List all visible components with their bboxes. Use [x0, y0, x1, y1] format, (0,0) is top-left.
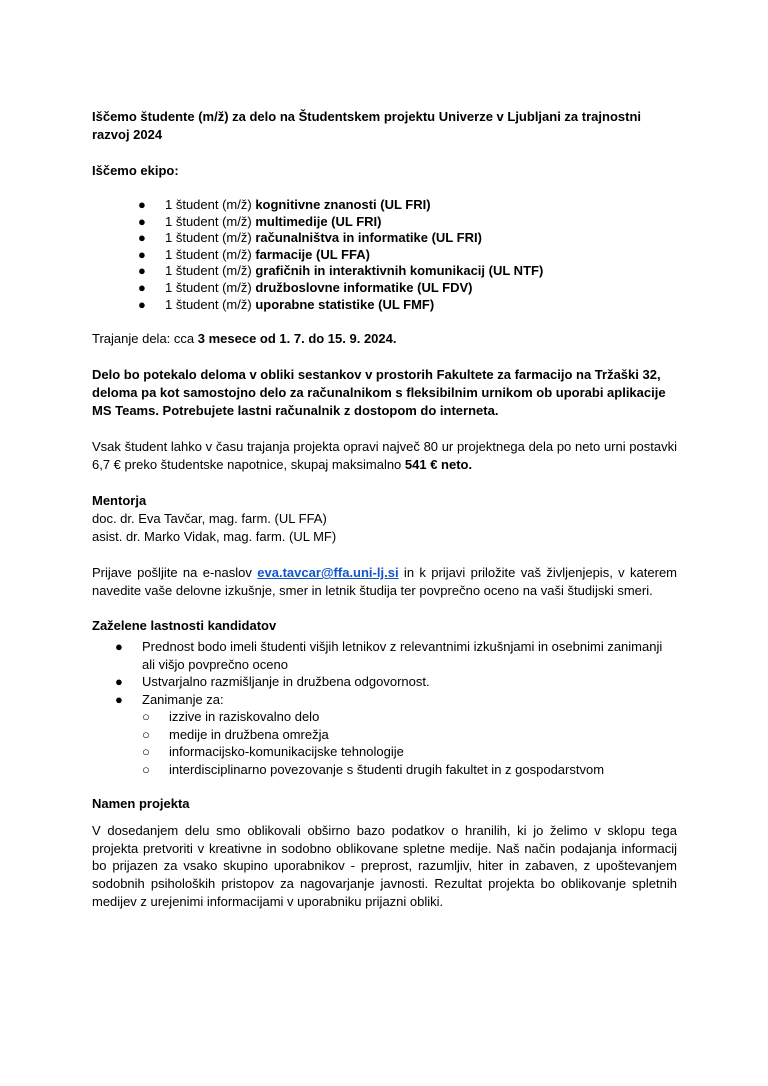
purpose-paragraph: V dosedanjem delu smo oblikovali obširno bazo podatkov o hranilih, ki jo želimo v sklopu tega projekta pretvoriti v kreativne in sodobno oblikovane spletne medije. Naš način podajanja informacij bo prijazen za vsako skupino uporabnikov - preprost, razumljiv, hiter in zabaven, z upoštevanjem sodobnih psiholoških pristopov za nagovarjanje javnosti. Rezultat projekta bo oblikovanje spletnih medijev z urejenimi informacijami v uporabniku prijazni obliki.: [92, 823, 677, 909]
list-item: [92, 230, 677, 247]
candidates-heading: Zažele​ne lastnosti kandidatov: [92, 618, 277, 634]
list-item: [92, 263, 677, 280]
candidate-item-text: Ustvarjalno razmišljanje in družbena odgovornost.: [142, 674, 430, 690]
application-paragraph: [92, 564, 677, 600]
list-item: [92, 247, 677, 264]
work-mode-paragraph: Delo bo potekalo deloma v obliki sestankov v prostorih Fakultete za farmacijo na Tržaški 32, deloma pa kot samostojno delo za računalnikom s fleksibilnim urnikom ob uporabi aplikacije MS Teams. Potrebujete lastni računalnik z dostopom do interneta.: [92, 367, 666, 419]
item-prefix: 1 študent (m/ž): [165, 296, 256, 312]
item-prefix: 1 študent (m/ž): [165, 279, 256, 295]
item-field: kognitivne znanosti (UL FRI): [255, 197, 431, 212]
circle-bullet-icon: ○: [142, 744, 150, 760]
interest-text: informacijsko-komunikacijske tehnologije: [169, 744, 404, 760]
team-list: [92, 197, 677, 313]
list-item: [142, 743, 677, 761]
document-page: [92, 108, 677, 910]
candidates-list: [92, 638, 677, 778]
mentors-section: [92, 492, 677, 546]
list-item: [92, 638, 677, 673]
payment-paragraph: [92, 438, 677, 474]
bullet-icon: ●: [138, 296, 146, 312]
interest-text: medije in družbena omrežja: [169, 726, 329, 742]
item-field: farmacije (UL FFA): [255, 246, 370, 262]
application-prefix: Prijave pošljite na e-naslov: [92, 565, 258, 581]
circle-bullet-icon: ○: [142, 726, 150, 742]
payment-amount: 541 € neto.: [404, 457, 473, 473]
list-item: [92, 197, 677, 214]
item-field: družboslovne informatike (UL FDV): [255, 279, 473, 295]
bullet-icon: ●: [138, 197, 146, 212]
list-item: [142, 761, 677, 779]
item-field: multimedije (UL FRI): [255, 213, 382, 229]
duration-value: 3 mesece od 1. 7. do 15. 9. 2024.: [197, 331, 397, 347]
item-field: uporabne statistike (UL FMF): [255, 296, 435, 312]
candidate-item-text: Prednost bodo imeli študenti višjih letnikov z relevantnimi izkušnjami in osebnimi zanimanji ali višjo povprečno oceno: [142, 639, 663, 672]
item-field: grafičnih in interaktivnih komunikacij (UL NTF): [255, 263, 544, 279]
mentor-name: asist. dr. Marko Vidak, mag. farm. (UL MF): [92, 529, 337, 545]
item-prefix: 1 študent (m/ž): [165, 197, 256, 212]
interest-text: izzive in raziskovalno delo: [169, 709, 320, 725]
bullet-icon: ●: [138, 230, 146, 246]
payment-text: Vsak študent lahko v času trajanja projekta opravi največ 80 ur projektnega dela po neto urni postavki 6,7 € preko študentske napotnice, skupaj maksimalno: [92, 439, 677, 473]
email-link[interactable]: eva.tavcar@ffa.uni-lj.si: [257, 565, 399, 581]
interest-text: interdisciplinarno povezovanje s študenti drugih fakultet in z gospodarstvom: [169, 761, 605, 777]
duration-paragraph: [92, 330, 677, 348]
team-heading: Iščemo ekipo:: [92, 163, 179, 178]
circle-bullet-icon: ○: [142, 761, 150, 777]
bullet-icon: ●: [138, 213, 146, 229]
item-prefix: 1 študent (m/ž): [165, 246, 256, 262]
duration-prefix: Trajanje dela: cca: [92, 331, 198, 347]
mentor-name: doc. dr. Eva Tavčar, mag. farm. (UL FFA): [92, 511, 327, 527]
circle-bullet-icon: ○: [142, 709, 150, 725]
page-title: Iščemo študente (m/ž) za delo na Študentskem projektu Univerze v Ljubljani za trajnostni razvoj 2024: [92, 109, 641, 142]
item-prefix: 1 študent (m/ž): [165, 213, 256, 229]
list-item: [92, 297, 677, 314]
list-item: [142, 708, 677, 726]
bullet-icon: ●: [138, 279, 146, 295]
list-item: [92, 280, 677, 297]
list-item: [92, 214, 677, 231]
purpose-heading: Namen projekta: [92, 796, 190, 812]
bullet-icon: ●: [115, 639, 123, 655]
application-suffix: in k prijavi priložite vaš življenjepis, v katerem navedite vaše delovne izkušnje, smer in letnik študija ter povprečno oceno na vaši študijski smeri.: [92, 565, 677, 599]
list-item: [92, 673, 677, 691]
bullet-icon: ●: [138, 263, 146, 279]
item-field: računalništva in informatike (UL FRI): [255, 230, 482, 246]
list-item: [92, 691, 677, 779]
bullet-icon: ●: [115, 691, 123, 707]
mentors-heading: Mentorja: [92, 493, 147, 509]
candidate-item-text: Zanimanje za:: [142, 691, 224, 707]
item-prefix: 1 študent (m/ž): [165, 230, 256, 246]
item-prefix: 1 študent (m/ž): [165, 263, 256, 279]
interests-list: [142, 708, 677, 778]
list-item: [142, 726, 677, 744]
bullet-icon: ●: [138, 246, 146, 262]
bullet-icon: ●: [115, 674, 123, 690]
